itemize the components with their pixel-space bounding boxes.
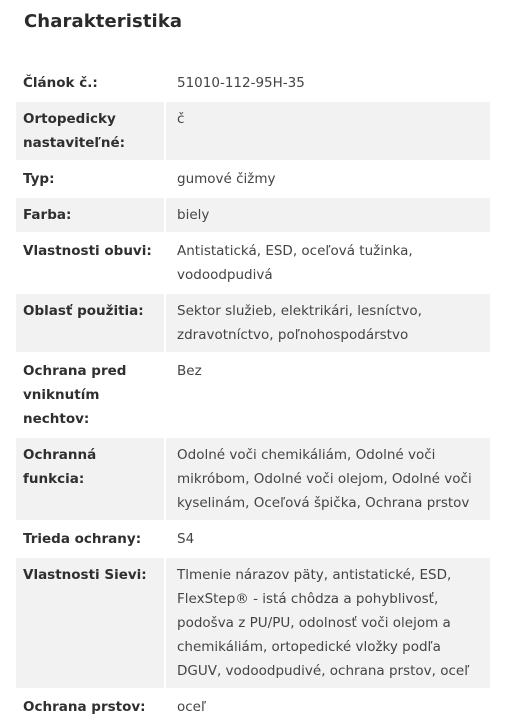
row-value: biely (166, 198, 490, 232)
row-value: gumové čižmy (166, 162, 490, 196)
table-row (16, 198, 490, 232)
row-value: oceľ (166, 690, 490, 724)
table-row (16, 558, 490, 688)
row-label: Ochrana pred vniknutím nechtov: (16, 354, 166, 436)
table-row (16, 294, 490, 352)
table-row (16, 354, 490, 436)
row-value: Sektor služieb, elektrikári, lesníctvo, zdravotníctvo, poľnohospodárstvo (166, 294, 490, 352)
row-label: Ochranná funkcia: (16, 438, 166, 520)
row-value: Tlmenie nárazov päty, antistatické, ESD, FlexStep® - istá chôdza a pohyblivosť, podošva z PU/PU, odolnosť voči olejom a chemikáliám, ortopedické vložky podľa DGUV, vodoodpudivé, ochrana prstov, oceľ (166, 558, 490, 688)
table-row (16, 66, 490, 100)
row-label: Trieda ochrany: (16, 522, 166, 556)
row-label: Vlastnosti obuvi: (16, 234, 166, 292)
row-label: Vlastnosti Sievi: (16, 558, 166, 688)
table-row (16, 102, 490, 160)
row-value: S4 (166, 522, 490, 556)
row-label: Článok č.: (16, 66, 166, 100)
row-label: Typ: (16, 162, 166, 196)
specs-table (16, 64, 490, 726)
row-label: Ortopedicky nastaviteľné: (16, 102, 166, 160)
row-value: Bez (166, 354, 490, 436)
section-title: Charakteristika (24, 11, 183, 32)
table-row (16, 162, 490, 196)
table-row (16, 690, 490, 724)
table-row (16, 438, 490, 520)
row-value: č (166, 102, 490, 160)
table-row (16, 522, 490, 556)
row-value: Odolné voči chemikáliám, Odolné voči mikróbom, Odolné voči olejom, Odolné voči kyselinám, Oceľová špička, Ochrana prstov (166, 438, 490, 520)
row-label: Ochrana prstov: (16, 690, 166, 724)
row-value: 51010-112-95H-35 (166, 66, 490, 100)
table-row (16, 234, 490, 292)
row-label: Oblasť použitia: (16, 294, 166, 352)
row-label: Farba: (16, 198, 166, 232)
row-value: Antistatická, ESD, oceľová tužinka, vodoodpudivá (166, 234, 490, 292)
